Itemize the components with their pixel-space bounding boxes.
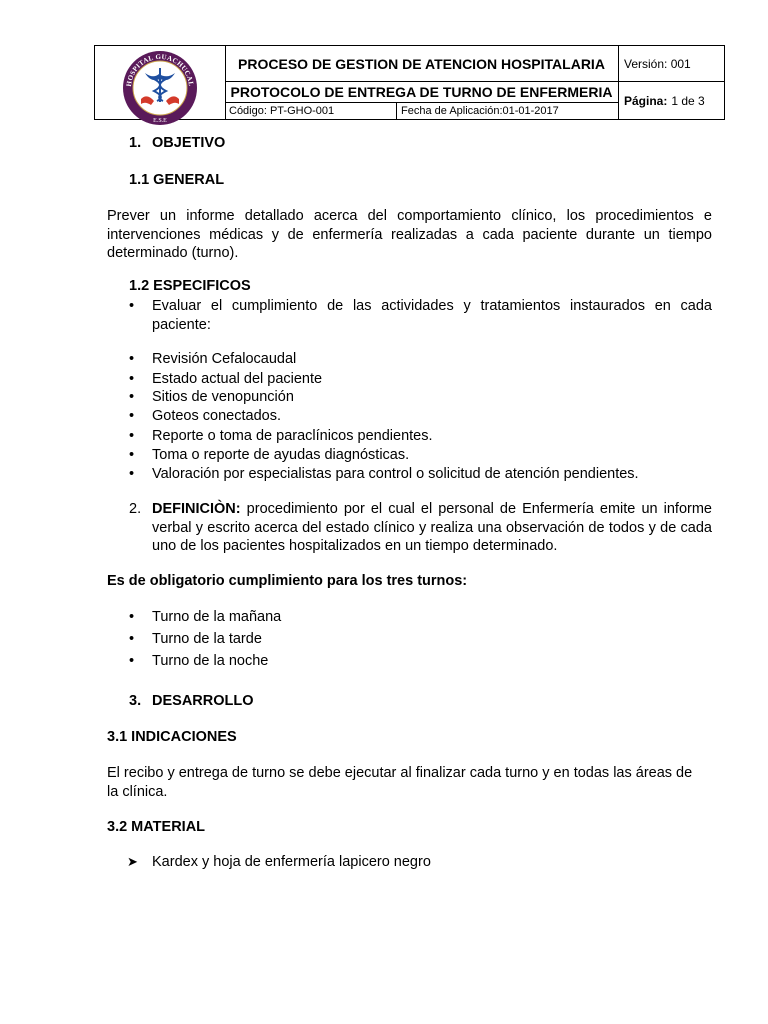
bullet-icon: • — [129, 389, 135, 405]
indications-text: El recibo y entrega de turno se debe ejecutar al finalizar cada turno y en todas las áreas de la clínica. — [107, 765, 693, 800]
specific-objective-first: Evaluar el cumplimiento de las actividades y tratamientos instaurados en cada paciente: — [152, 298, 712, 333]
process-title: PROCESO DE GESTION DE ATENCION HOSPITALARIA — [225, 46, 619, 82]
page-value: 1 de 3 — [671, 93, 705, 108]
section-3-title: DESARROLLO — [152, 693, 254, 709]
specific-item: Reporte o toma de paraclínicos pendientes. — [152, 428, 433, 444]
material-item: Kardex y hoja de enfermería lapicero negro — [152, 854, 431, 870]
hospital-logo — [121, 49, 199, 127]
bullet-icon: • — [129, 466, 135, 482]
bullet-icon: • — [129, 631, 135, 647]
bullet-icon: • — [129, 408, 135, 424]
svg-text:HOSPITAL GUACHUCAL: HOSPITAL GUACHUCAL — [124, 52, 196, 88]
section-1-title: OBJETIVO — [152, 135, 226, 151]
page-indicator — [619, 82, 724, 119]
general-objective-text: Prever un informe detallado acerca del comportamiento clínico, los procedimientos e intervenciones médicas y de enfermería realizadas a cada paciente durante un tiempo determinado (turno). — [107, 208, 712, 261]
shift-item: Turno de la tarde — [152, 631, 262, 647]
document-code: Código: PT-GHO-001 — [225, 103, 397, 119]
document-header-table — [94, 45, 725, 124]
version-label: Versión: 001 — [619, 46, 724, 82]
bullet-icon: • — [129, 653, 135, 669]
definition-text: procedimiento por el cual el personal de Enfermería emite un informe verbal y escrito acerca del estado clínico y realiza una observación de todos y de cada uno de los pacientes hospitalizados en un tiempo determinado. — [152, 501, 712, 554]
section-3-1-title: 3.1 INDICACIONES — [107, 729, 237, 745]
bullet-icon: • — [129, 609, 135, 625]
section-3-2-title: 3.2 MATERIAL — [107, 819, 206, 835]
protocol-title: PROTOCOLO DE ENTREGA DE TURNO DE ENFERMERIA — [225, 82, 619, 103]
specific-item: Estado actual del paciente — [152, 371, 323, 387]
specific-item: Toma o reporte de ayudas diagnósticas. — [152, 447, 410, 463]
application-date: Fecha de Aplicación:01-01-2017 — [397, 103, 619, 119]
bullet-icon: • — [129, 447, 135, 463]
bullet-icon: • — [129, 351, 135, 367]
bullet-icon: • — [129, 428, 135, 444]
specific-item: Sitios de venopunción — [152, 389, 294, 405]
page-label: Página: — [624, 93, 668, 108]
svg-text:E.S.E: E.S.E — [153, 118, 167, 124]
definition-paragraph — [152, 500, 712, 556]
section-1-2-title: 1.2 ESPECIFICOS — [129, 278, 251, 294]
definition-term: DEFINICIÒN: — [152, 501, 241, 517]
section-1-number: 1. — [129, 135, 142, 151]
mandatory-title: Es de obligatorio cumplimiento para los tres turnos: — [107, 573, 468, 589]
arrow-bullet-icon: ➤ — [127, 854, 138, 869]
bullet-icon: • — [129, 371, 135, 387]
bullet-icon: • — [129, 298, 135, 314]
specific-item: Goteos conectados. — [152, 408, 281, 424]
section-1-1-title: 1.1 GENERAL — [129, 172, 225, 188]
shift-item: Turno de la noche — [152, 653, 269, 669]
shift-item: Turno de la mañana — [152, 609, 282, 625]
section-3-number: 3. — [129, 693, 142, 709]
logo-cell — [95, 46, 226, 124]
specific-item: Valoración por especialistas para control o solicitud de atención pendientes. — [152, 466, 639, 482]
specific-item: Revisión Cefalocaudal — [152, 351, 297, 367]
section-2-number: 2. — [129, 501, 142, 517]
